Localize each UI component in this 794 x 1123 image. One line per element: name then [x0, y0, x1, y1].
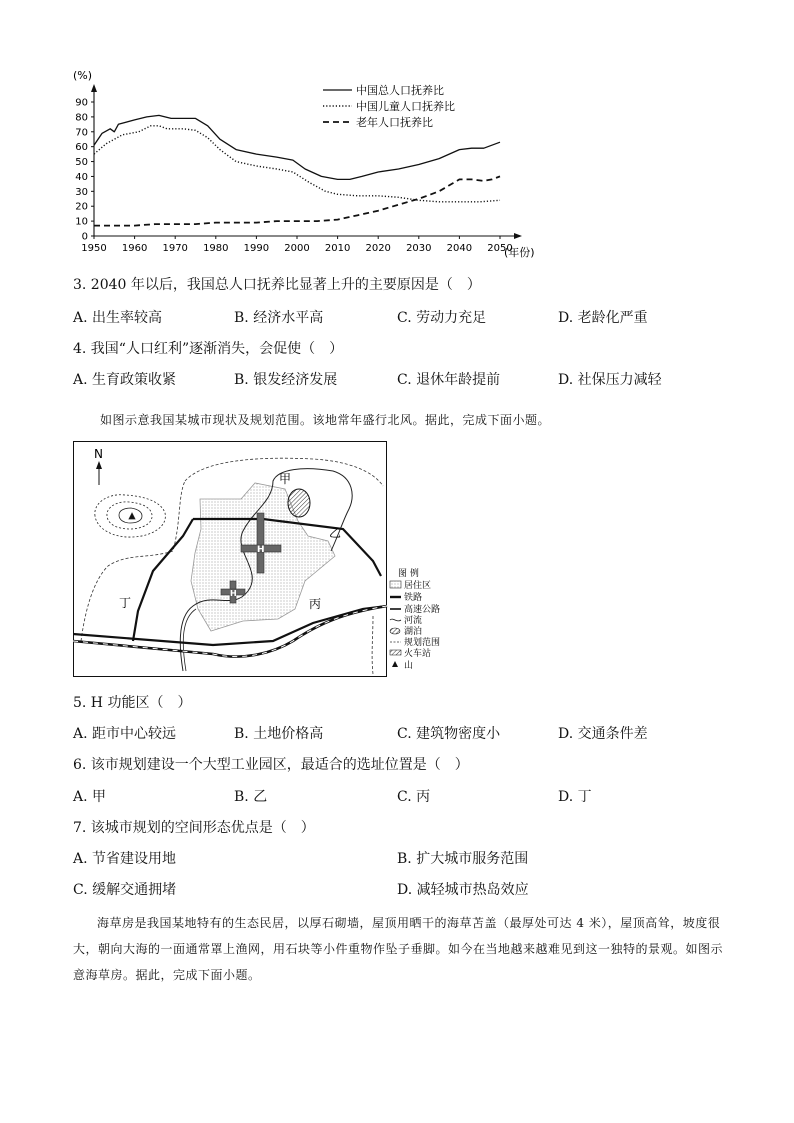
x-tick-label: 1950: [81, 243, 107, 254]
legend-station: 火车站: [404, 649, 432, 659]
chart-lines: [94, 115, 500, 225]
q6-option-b: B. 乙: [234, 789, 268, 805]
svg-text:H: H: [230, 589, 237, 598]
legend-highway: 高速公路: [404, 605, 441, 615]
y-tick-label: 30: [75, 186, 88, 198]
legend-residential: 居住区: [404, 581, 432, 591]
y-tick-label: 50: [75, 157, 88, 169]
x-tick-label: 2010: [324, 243, 351, 254]
q3-option-d: D. 老龄化严重: [558, 310, 648, 326]
x-tick-label: 2050: [487, 243, 513, 254]
y-tick-label: 90: [75, 97, 88, 109]
dependency-ratio-chart: [60, 62, 540, 262]
q6-option-c: C. 丙: [397, 789, 431, 805]
y-tick-label: 10: [75, 216, 88, 228]
y-tick-label: 20: [75, 201, 88, 213]
x-tick-label: 2030: [406, 243, 432, 254]
q3-option-b: B. 经济水平高: [234, 310, 324, 326]
x-tick-label: 1970: [162, 243, 188, 254]
y-axis-label: (%): [73, 69, 93, 82]
y-axis-arrow: [91, 84, 97, 92]
q6-option-d: D. 丁: [558, 789, 592, 805]
y-tick-label: 40: [75, 171, 88, 183]
q4-option-d: D. 社保压力减轻: [558, 372, 662, 388]
label-yi: 乙: [329, 526, 342, 540]
svg-text:H: H: [257, 545, 265, 555]
question-4-stem: 4. 我国“人口红利”逐渐消失，会促使（ ）: [73, 341, 344, 357]
label-bing: 丙: [309, 597, 322, 611]
legend-railway: 铁路: [404, 593, 423, 603]
q3-option-a: A. 出生率较高: [73, 310, 163, 326]
x-tick-label: 2040: [446, 243, 473, 254]
legend-river: 河流: [404, 616, 423, 626]
question-5-stem: 5. H 功能区（ ）: [73, 695, 192, 711]
legend-mountain: 山: [404, 661, 414, 671]
series-line-elderly: [94, 176, 500, 225]
label-jia: 甲: [279, 472, 292, 486]
q5-option-c: C. 建筑物密度小: [397, 726, 501, 742]
q7-option-a: A. 节省建设用地: [73, 851, 177, 867]
label-ding: 丁: [119, 596, 132, 610]
x-tick-label: 2020: [365, 243, 391, 254]
y-tick-label: 60: [75, 142, 88, 154]
legend-planning: 规划范围: [404, 638, 441, 648]
q4-option-b: B. 银发经济发展: [234, 372, 338, 388]
q3-option-c: C. 劳动力充足: [397, 310, 487, 326]
q7-option-c: C. 缓解交通拥堵: [73, 882, 177, 898]
legend-label-children: 中国儿童人口抚养比: [356, 100, 455, 113]
q4-option-a: A. 生育政策收紧: [73, 372, 177, 388]
q5-option-d: D. 交通条件差: [558, 726, 648, 742]
x-axis-arrow: [514, 233, 522, 239]
q7-option-b: B. 扩大城市服务范围: [397, 851, 529, 867]
y-tick-label: 80: [75, 112, 88, 124]
seaweed-house-intro: 海草房是我国某地特有的生态民居，以厚石砌墙，屋顶用晒干的海草苫盖（最厚处可达 4 米），屋顶高耸，坡度很大，朝向大海的一面通常罩上渔网，用石块等小件重物作坠子垂脚。如今在当地越来越难见到这一独特的景观。如图示意海草房。据此，完成下面小题。: [73, 916, 724, 982]
x-tick-label: 1980: [203, 243, 229, 254]
x-tick-label: 2000: [284, 243, 310, 254]
q7-option-d: D. 减轻城市热岛效应: [397, 882, 529, 898]
series-line-total: [94, 115, 500, 179]
legend-title: 图 例: [398, 569, 419, 579]
map-intro-text: 如图示意我国某城市现状及规划范围。该地常年盛行北风。据此，完成下面小题。: [100, 413, 551, 427]
legend-label-total: 中国总人口抚养比: [356, 84, 444, 97]
q4-option-c: C. 退休年龄提前: [397, 372, 501, 388]
q6-option-a: A. 甲: [73, 789, 107, 805]
lake-icon: [288, 489, 310, 517]
svg-text:N: N: [94, 447, 103, 461]
y-tick-label: 70: [75, 127, 88, 139]
question-6-stem: 6. 该市规划建设一个大型工业园区，最适合的选址位置是（ ）: [73, 757, 469, 773]
x-tick-label: 1960: [121, 243, 148, 254]
x-tick-label: 1990: [243, 243, 270, 254]
chart-legend: [323, 83, 455, 129]
y-tick-label: 0: [81, 231, 88, 243]
legend-label-elderly: 老年人口抚养比: [356, 116, 433, 129]
question-3-stem: 3. 2040 年以后，我国总人口抚养比显著上升的主要原因是（ ）: [73, 277, 481, 293]
map-legend: [388, 565, 468, 677]
x-axis-label: (年份): [504, 246, 535, 259]
legend-lake: 湖泊: [404, 627, 423, 637]
city-plan-map: [73, 441, 393, 679]
q5-option-a: A. 距市中心较远: [73, 726, 177, 742]
q5-option-b: B. 土地价格高: [234, 726, 324, 742]
question-7-stem: 7. 该城市规划的空间形态优点是（ ）: [73, 820, 315, 836]
